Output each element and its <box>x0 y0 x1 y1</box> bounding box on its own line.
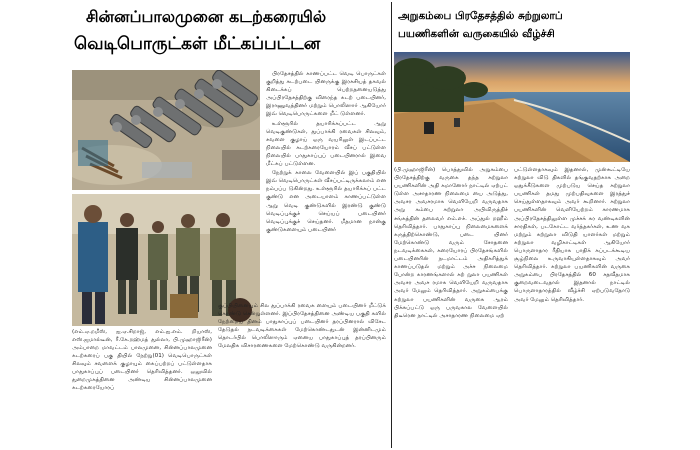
right-headline-line2: பயணிகளின் வருகையில் வீழ்ச்சி <box>398 28 555 40</box>
right-news-clipping <box>392 2 632 448</box>
right-article-column-2: பட்டுள்ளதாகவும் இதனால், முன்கூட்டியே சுற்றுலா விடு திகளில் தங்குவதற்காக அறை ஒதுக்கீடுகளை முற்படுய செய்த சுற்றுலா பயணிகள் தமது முற்பதிவுகளை இரத்துச் செய்துள்ளதாகவும் அவர் கூறினார். சுற்றுலா பயணிகளின் வெளியேற்றம் காரணமாக அப்பிரதேசத்திலுள்ள முச்சக் கர வண்டிகளின் சாரதிகள், படகோட்ட வர்த்தகர்கள், உண வக மற்றும் சுற்றுலா விடுதி யாளர்கள் மற்றும் சுற்றுலா வழிகாட்டிகள் ஆகியோர் பொருளாதார ரீதியாக பாதிக் கப்படக்கூடிய சூழ்நிலை உருவாகியுள்ளதாகவும் அவர் தெரிவித்தார். சுற்றுலா பயணிகளின் வருகை அறுகம்பை பிரதேசத்தில் 60 சதவீதமாக குறைவடைவதால் இதனால் நாட்டில் பொருளாதாரத்தில் வீழ்ச்சி ஏற்படுவதோடு அவர் மேலும் தெரிவித்தார். <box>514 167 630 303</box>
right-article-column-1: (பி.முஹாஜிரீன்) பொத்துவில் அறுகம்பை பிரதேசத்திற்கு வருகை தந்த சுற்றுலா பயணிகளின் அதி கமானோர் நாட்டில் ஏற்பட் டுள்ள அசாதாரண நிலைமை யை அடுத்து, அவசர அவசரமாக வெளியேறி வருவதாக அறு கம்பை சுற்றுலா அபிவிருத்திச் சங்கத்தின் தலைவர் எம்.எச். அப்துல் றஹீம் தெரிவித்தார். பாதுகாப்பு நிலைமைகளைக் கருத்திற்கொண்டு, படை யினர் மேற்கொண்டு வரும் சோதனை நடவடிக்கைகள், கரையோரப் பிரதேசங்களில் படையினரின் நடமாட்டம் அதிகரித்துக் காணப்படுதல் மற்றும் அச்ச நிலைமை போன்ற காரணங்களால் சுற் றுலா பயணிகள் அவசர அவச ரமாக வெளியேறி வருவதாக அவர் மேலும் தெரிவித்தார். அறுகம்பைக்கு சுற்றுலா பயணிகளின் வருகை ஆரம் பிக்கப்பட்டு ஒரு பருவகால வேளையில் திடீரென நாட்டில் அசாதாரண நிலைமை ஏற் <box>394 167 508 319</box>
left-article-paragraph: உள்ளூரில் தயாரிக்கப்பட்ட ஆறு வெடிகுண்டுகள், துப்பாக்கி ரவைகள் சிலவும், சவளை குழாய் ஒரு வயரிலுள் இடப்பட்ட நிலையில் கடற்கரையோரம் வீசப் பட்டுள்ள நிலையில் பாதுகாப்புப் படையினரால் இவை மீட்கப் பட்டுள்ளன. <box>266 120 386 168</box>
left-headline-line1: சின்னப்பாலமுனை கடற்கரையில் <box>86 7 327 26</box>
right-headline-line1: அறுகம்பை பிரதேசத்தில் சுற்றுலாப் <box>398 10 563 22</box>
beach-photo <box>394 52 630 162</box>
left-article-caption: (எம்.ஏ.றமீஸ், ஐ.ஏ.சிறாஜ், எம்.ஐ.எம். றியாஸ், எஸ்.ஜமால்டீன், ரீ.கே.றஹ்மத் துல்லா, பி.முஹாஜிரீன்) அம்பாறை மாவட்டம் பாலமுனை, சின்னப்பாலமுனை கடற்கரைப் பகு தியில் நேற்று(01) வெடிபொருட்கள் சிலவும் சவளைக் குழாயும் கைப்பற்றப் பட்டுள்ளதாக பாதுகாப்புப் படையினர் தெரிவித்தனர். ஒலுவில் துறைமுகத்தினை அண்டிய சின்னப்பாலமுனை கடற்கரையோரப் <box>72 329 212 391</box>
left-article-bottom-column: குப்பியினையும் சில துப்பாக்கி ரவைக ளையும் படையினர் மீட்டுக் கொண்டு சென்றுள்ளனர். இப்பிரதேசத்தினை அண்டிய பகுதி களில் நேற்றைய தினம் பாதுகாப்புப் படையினர் தரப்பினரால் விசேட தேடுதல் நடவடிக்கைகள் மேற்கொண்டதுடன் இன்னிடமும் தொடர்பில் பொலிஸாரும் ஏனைய பாதுகாப்புத் தரப்பினரும் மேலதிக விசாரணைகளை மேற்கொண்டு வருகின்றனர். <box>218 303 386 350</box>
explosives-photo <box>72 70 260 190</box>
left-article-column <box>266 70 386 296</box>
left-article-paragraph: பிரதேசத்தில் காணப்பட்ட வெடி பொருட்கள் குறித்து கடற்படை யினருக்கு இரகசியத் தகவல் கிடைக்கப் பெற்றதனையடுத்து அப்பிரதேசத்திற்கு விரைந்த கடற் படையினர், இராணுவத்தினர் மற்றும் பொலிஸார் ஆகியோர் இவ் வெடிபொருட்களை மீட் டுள்ளனர். <box>266 71 386 118</box>
left-article-paragraph: நேற்றுக் காலை வேளையில் இப் பகுதியில் இவ் வெடிபொருட்கள் வீசப்பட்டிருக்கலாம் என நம்பப்ப டுகின்றது. உள்ளூரில் தயாரிக்கப் பட்ட குண்டு என அடையாளம் காணப்பட்டுள்ள ஆறு வெடி குண்டுகளில் இரண்டு குண்டு வெடிப்புக்குச் செய்யப் படையினர் வெடிப்புக்குச் செய்தனர். மீதமான நான்கு குண்டுகளையும் படையினர் <box>266 170 386 233</box>
left-headline-line2: வெடிபொருட்கள் மீட்கப்பட்டன <box>74 34 321 54</box>
left-news-clipping <box>68 2 390 448</box>
